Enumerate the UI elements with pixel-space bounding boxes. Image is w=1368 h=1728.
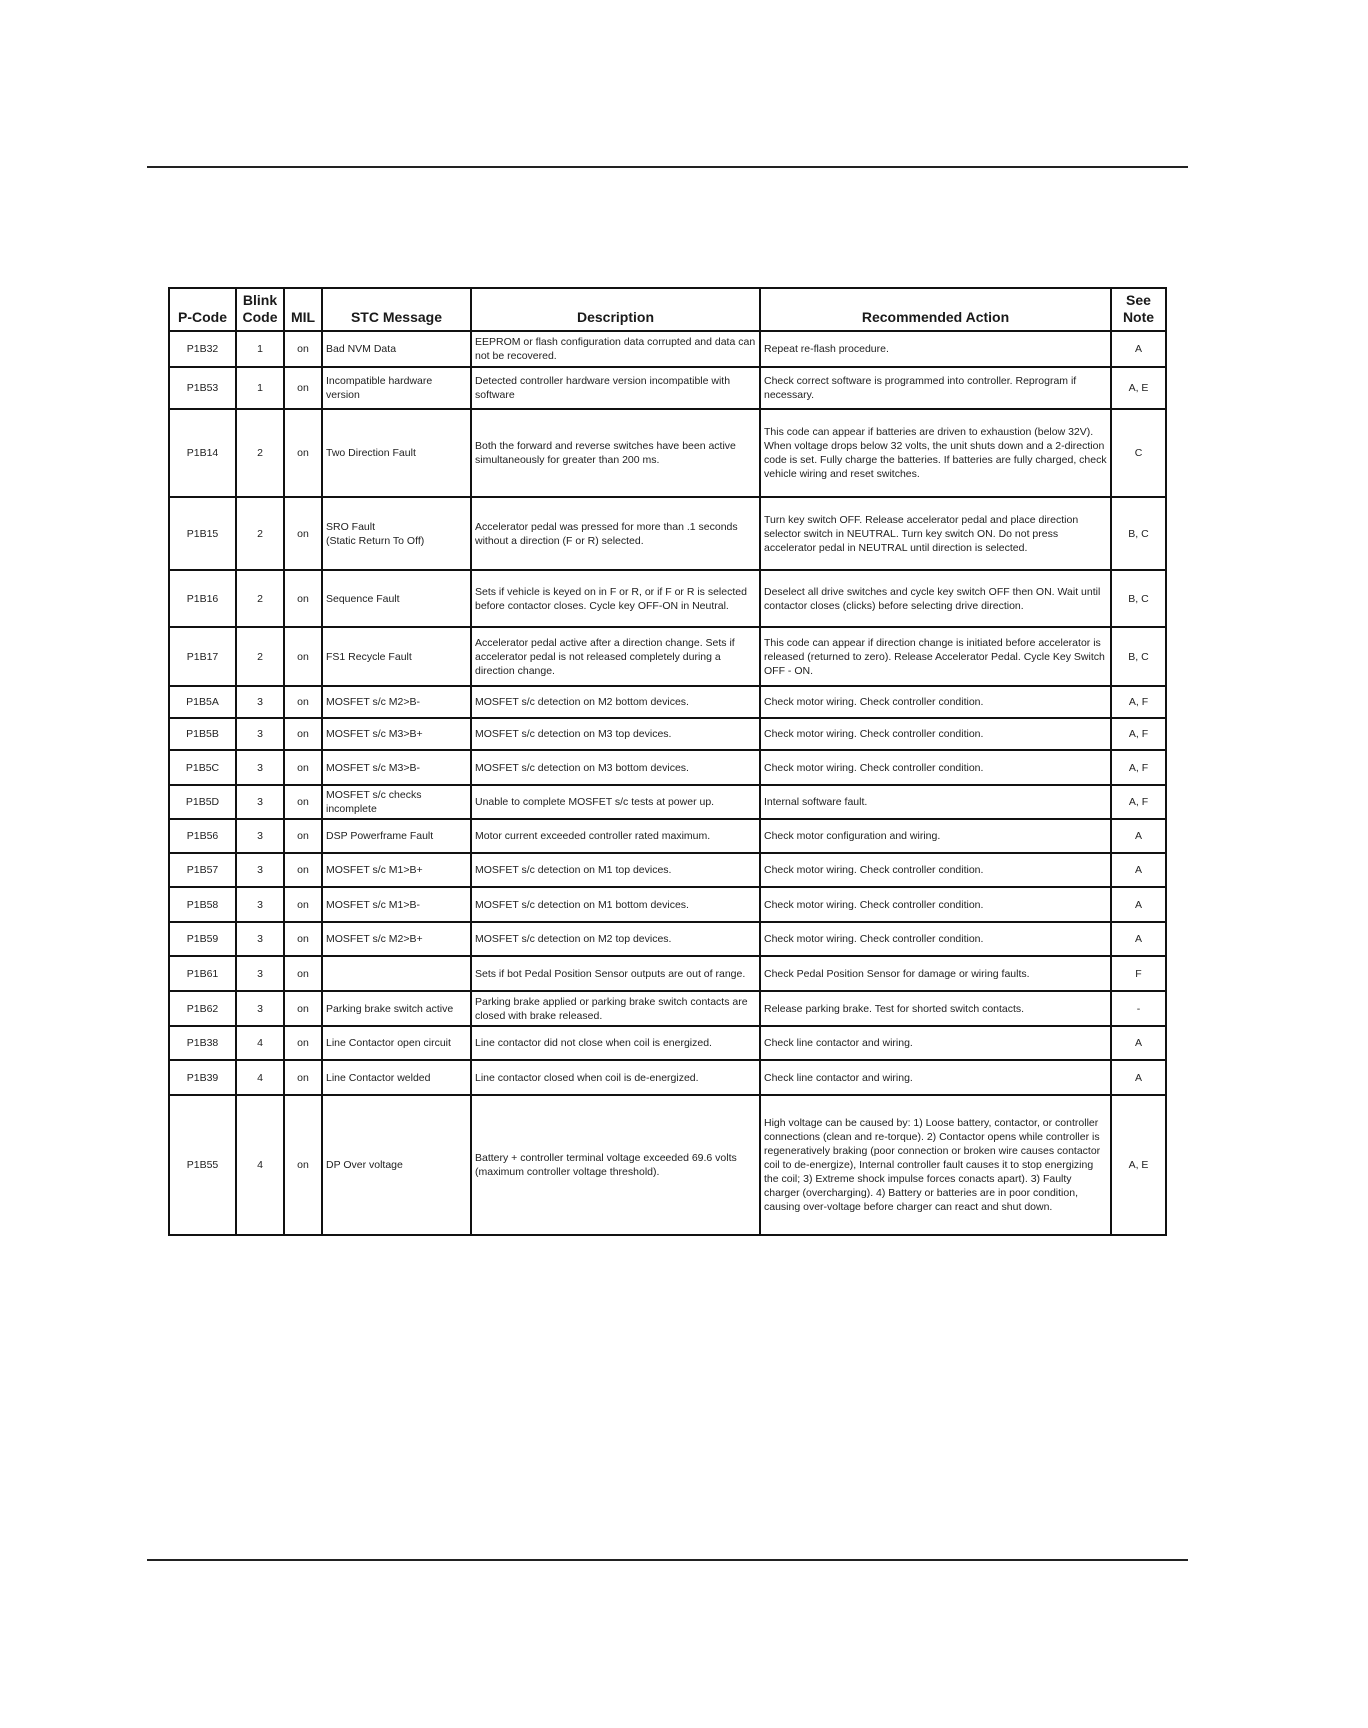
cell-pcode: P1B53 bbox=[169, 367, 236, 409]
table-row bbox=[169, 570, 1166, 627]
cell-blink-code: 3 bbox=[236, 819, 284, 853]
cell-recommended-action: Check Pedal Position Sensor for damage or wiring faults. bbox=[760, 956, 1111, 991]
cell-blink-code: 3 bbox=[236, 785, 284, 819]
cell-recommended-action: Deselect all drive switches and cycle key switch OFF then ON. Wait until contactor closes (clicks) before selecting drive direction. bbox=[760, 570, 1111, 627]
cell-description: Line contactor closed when coil is de-energized. bbox=[471, 1060, 760, 1095]
cell-see-note: A, F bbox=[1111, 750, 1166, 785]
cell-stc-message: Two Direction Fault bbox=[322, 409, 471, 497]
cell-recommended-action: Check motor wiring. Check controller condition. bbox=[760, 686, 1111, 718]
header-mil: MIL bbox=[284, 288, 322, 331]
cell-description: Both the forward and reverse switches have been active simultaneously for greater than 200 ms. bbox=[471, 409, 760, 497]
table-header-row bbox=[169, 288, 1166, 331]
table-row bbox=[169, 331, 1166, 367]
cell-recommended-action: High voltage can be caused by: 1) Loose battery, contactor, or controller connections (clean and re-torque). 2) Contactor opens while controller is regeneratively braking (poor connection or broken wire causes contactor coil to de-energize), Internal controller fault causes it to stop energizing the coil; 3) Extreme shock impulse forces conacts apart). 3) Faulty charger (overcharging). 4) Battery or batteries are in poor condition, causing over-voltage before charger can react and shut down. bbox=[760, 1095, 1111, 1235]
cell-stc-message: MOSFET s/c M3>B- bbox=[322, 750, 471, 785]
cell-blink-code: 3 bbox=[236, 853, 284, 887]
cell-recommended-action: Check motor wiring. Check controller condition. bbox=[760, 922, 1111, 956]
cell-stc-message: MOSFET s/c M2>B+ bbox=[322, 922, 471, 956]
cell-stc-message bbox=[322, 956, 471, 991]
cell-stc-message: Sequence Fault bbox=[322, 570, 471, 627]
header-note-line1: See bbox=[1126, 292, 1151, 308]
cell-see-note: B, C bbox=[1111, 627, 1166, 686]
fault-code-table bbox=[168, 287, 1167, 1236]
cell-mil: on bbox=[284, 922, 322, 956]
cell-stc-message: MOSFET s/c checks incomplete bbox=[322, 785, 471, 819]
cell-stc-message: MOSFET s/c M2>B- bbox=[322, 686, 471, 718]
cell-see-note: A bbox=[1111, 853, 1166, 887]
cell-blink-code: 2 bbox=[236, 497, 284, 570]
cell-blink-code: 4 bbox=[236, 1026, 284, 1060]
cell-pcode: P1B5B bbox=[169, 718, 236, 750]
cell-see-note: B, C bbox=[1111, 570, 1166, 627]
cell-recommended-action: Check motor wiring. Check controller condition. bbox=[760, 853, 1111, 887]
header-description: Description bbox=[471, 288, 760, 331]
cell-description: Detected controller hardware version incompatible with software bbox=[471, 367, 760, 409]
cell-mil: on bbox=[284, 409, 322, 497]
table-row bbox=[169, 497, 1166, 570]
cell-stc-message: DSP Powerframe Fault bbox=[322, 819, 471, 853]
table-row bbox=[169, 887, 1166, 922]
cell-mil: on bbox=[284, 497, 322, 570]
table-row bbox=[169, 686, 1166, 718]
cell-pcode: P1B39 bbox=[169, 1060, 236, 1095]
cell-recommended-action: Check correct software is programmed into controller. Reprogram if necessary. bbox=[760, 367, 1111, 409]
cell-pcode: P1B5D bbox=[169, 785, 236, 819]
cell-mil: on bbox=[284, 570, 322, 627]
cell-recommended-action: Turn key switch OFF. Release accelerator pedal and place direction selector switch in NEUTRAL. Turn key switch ON. Do not press accelerator pedal in NEUTRAL until direction is selected. bbox=[760, 497, 1111, 570]
cell-see-note: F bbox=[1111, 956, 1166, 991]
table-row bbox=[169, 1095, 1166, 1235]
cell-see-note: A bbox=[1111, 1060, 1166, 1095]
cell-see-note: C bbox=[1111, 409, 1166, 497]
table-row bbox=[169, 956, 1166, 991]
cell-description: Battery + controller terminal voltage exceeded 69.6 volts (maximum controller voltage threshold). bbox=[471, 1095, 760, 1235]
cell-recommended-action: This code can appear if direction change is initiated before accelerator is released (returned to zero). Release Accelerator Pedal. Cycle Key Switch OFF - ON. bbox=[760, 627, 1111, 686]
cell-blink-code: 3 bbox=[236, 750, 284, 785]
cell-stc-message: Incompatible hardware version bbox=[322, 367, 471, 409]
cell-see-note: A bbox=[1111, 819, 1166, 853]
cell-blink-code: 3 bbox=[236, 686, 284, 718]
table-row bbox=[169, 785, 1166, 819]
header-recommended-action: Recommended Action bbox=[760, 288, 1111, 331]
cell-recommended-action: This code can appear if batteries are driven to exhaustion (below 32V). When voltage drops below 32 volts, the unit shuts down and a 2-direction code is set. Fully charge the batteries. If batteries are fully charged, check vehicle wiring and reset switches. bbox=[760, 409, 1111, 497]
cell-pcode: P1B5C bbox=[169, 750, 236, 785]
table-row bbox=[169, 922, 1166, 956]
cell-see-note: A bbox=[1111, 331, 1166, 367]
cell-stc-message: SRO Fault (Static Return To Off) bbox=[322, 497, 471, 570]
cell-description: Parking brake applied or parking brake switch contacts are closed with brake released. bbox=[471, 991, 760, 1026]
cell-mil: on bbox=[284, 785, 322, 819]
cell-see-note: A bbox=[1111, 887, 1166, 922]
cell-stc-message: MOSFET s/c M3>B+ bbox=[322, 718, 471, 750]
cell-see-note: A, F bbox=[1111, 686, 1166, 718]
cell-mil: on bbox=[284, 331, 322, 367]
cell-description: MOSFET s/c detection on M1 top devices. bbox=[471, 853, 760, 887]
cell-description: Accelerator pedal active after a direction change. Sets if accelerator pedal is not released completely during a direction change. bbox=[471, 627, 760, 686]
header-see-note bbox=[1111, 288, 1166, 331]
cell-mil: on bbox=[284, 1026, 322, 1060]
cell-mil: on bbox=[284, 750, 322, 785]
cell-description: MOSFET s/c detection on M3 bottom devices. bbox=[471, 750, 760, 785]
cell-blink-code: 2 bbox=[236, 570, 284, 627]
cell-mil: on bbox=[284, 367, 322, 409]
cell-pcode: P1B14 bbox=[169, 409, 236, 497]
cell-pcode: P1B61 bbox=[169, 956, 236, 991]
cell-blink-code: 3 bbox=[236, 956, 284, 991]
cell-see-note: A, F bbox=[1111, 718, 1166, 750]
cell-description: Accelerator pedal was pressed for more than .1 seconds without a direction (F or R) selected. bbox=[471, 497, 760, 570]
cell-blink-code: 3 bbox=[236, 991, 284, 1026]
cell-pcode: P1B62 bbox=[169, 991, 236, 1026]
cell-description: Line contactor did not close when coil is energized. bbox=[471, 1026, 760, 1060]
cell-stc-message: Bad NVM Data bbox=[322, 331, 471, 367]
cell-mil: on bbox=[284, 887, 322, 922]
header-stc-message: STC Message bbox=[322, 288, 471, 331]
cell-description: Unable to complete MOSFET s/c tests at power up. bbox=[471, 785, 760, 819]
cell-pcode: P1B56 bbox=[169, 819, 236, 853]
cell-recommended-action: Release parking brake. Test for shorted switch contacts. bbox=[760, 991, 1111, 1026]
cell-mil: on bbox=[284, 819, 322, 853]
table-row bbox=[169, 367, 1166, 409]
cell-recommended-action: Check motor configuration and wiring. bbox=[760, 819, 1111, 853]
cell-recommended-action: Check line contactor and wiring. bbox=[760, 1026, 1111, 1060]
cell-see-note: - bbox=[1111, 991, 1166, 1026]
cell-blink-code: 3 bbox=[236, 922, 284, 956]
cell-mil: on bbox=[284, 853, 322, 887]
table-row bbox=[169, 853, 1166, 887]
cell-recommended-action: Internal software fault. bbox=[760, 785, 1111, 819]
cell-see-note: A, F bbox=[1111, 785, 1166, 819]
cell-stc-message: MOSFET s/c M1>B+ bbox=[322, 853, 471, 887]
table-row bbox=[169, 991, 1166, 1026]
header-blink-line2: Code bbox=[242, 309, 278, 325]
cell-description: MOSFET s/c detection on M2 bottom devices. bbox=[471, 686, 760, 718]
cell-see-note: A bbox=[1111, 922, 1166, 956]
cell-description: Sets if vehicle is keyed on in F or R, or if F or R is selected before contactor closes. Cycle key OFF-ON in Neutral. bbox=[471, 570, 760, 627]
cell-pcode: P1B55 bbox=[169, 1095, 236, 1235]
cell-recommended-action: Check motor wiring. Check controller condition. bbox=[760, 750, 1111, 785]
cell-blink-code: 1 bbox=[236, 331, 284, 367]
table-row bbox=[169, 409, 1166, 497]
table-row bbox=[169, 1060, 1166, 1095]
cell-stc-message: MOSFET s/c M1>B- bbox=[322, 887, 471, 922]
cell-recommended-action: Check motor wiring. Check controller condition. bbox=[760, 718, 1111, 750]
cell-pcode: P1B17 bbox=[169, 627, 236, 686]
table-body bbox=[169, 331, 1166, 1235]
cell-description: EEPROM or flash configuration data corrupted and data can not be recovered. bbox=[471, 331, 760, 367]
cell-mil: on bbox=[284, 991, 322, 1026]
cell-blink-code: 3 bbox=[236, 887, 284, 922]
header-pcode: P-Code bbox=[169, 288, 236, 331]
cell-mil: on bbox=[284, 686, 322, 718]
cell-description: Sets if bot Pedal Position Sensor outputs are out of range. bbox=[471, 956, 760, 991]
cell-stc-message: Parking brake switch active bbox=[322, 991, 471, 1026]
cell-blink-code: 2 bbox=[236, 627, 284, 686]
cell-description: MOSFET s/c detection on M1 bottom devices. bbox=[471, 887, 760, 922]
cell-mil: on bbox=[284, 718, 322, 750]
cell-pcode: P1B16 bbox=[169, 570, 236, 627]
cell-description: Motor current exceeded controller rated maximum. bbox=[471, 819, 760, 853]
cell-stc-message: DP Over voltage bbox=[322, 1095, 471, 1235]
cell-blink-code: 4 bbox=[236, 1095, 284, 1235]
cell-pcode: P1B57 bbox=[169, 853, 236, 887]
cell-pcode: P1B15 bbox=[169, 497, 236, 570]
cell-pcode: P1B58 bbox=[169, 887, 236, 922]
cell-pcode: P1B5A bbox=[169, 686, 236, 718]
cell-blink-code: 3 bbox=[236, 718, 284, 750]
cell-pcode: P1B32 bbox=[169, 331, 236, 367]
cell-stc-message: Line Contactor welded bbox=[322, 1060, 471, 1095]
cell-description: MOSFET s/c detection on M2 top devices. bbox=[471, 922, 760, 956]
cell-see-note: A, E bbox=[1111, 1095, 1166, 1235]
cell-see-note: A bbox=[1111, 1026, 1166, 1060]
cell-blink-code: 1 bbox=[236, 367, 284, 409]
cell-stc-message: Line Contactor open circuit bbox=[322, 1026, 471, 1060]
header-blink-line1: Blink bbox=[242, 292, 278, 308]
cell-recommended-action: Check line contactor and wiring. bbox=[760, 1060, 1111, 1095]
table-row bbox=[169, 819, 1166, 853]
header-note-line2: Note bbox=[1122, 309, 1155, 325]
header-blink-code bbox=[236, 288, 284, 331]
cell-pcode: P1B38 bbox=[169, 1026, 236, 1060]
cell-stc-message: FS1 Recycle Fault bbox=[322, 627, 471, 686]
cell-description: MOSFET s/c detection on M3 top devices. bbox=[471, 718, 760, 750]
cell-see-note: B, C bbox=[1111, 497, 1166, 570]
table-row bbox=[169, 627, 1166, 686]
cell-recommended-action: Check motor wiring. Check controller condition. bbox=[760, 887, 1111, 922]
table-row bbox=[169, 750, 1166, 785]
cell-see-note: A, E bbox=[1111, 367, 1166, 409]
table-row bbox=[169, 718, 1166, 750]
cell-blink-code: 2 bbox=[236, 409, 284, 497]
header-rule bbox=[147, 166, 1188, 168]
cell-recommended-action: Repeat re-flash procedure. bbox=[760, 331, 1111, 367]
footer-rule bbox=[147, 1559, 1188, 1561]
cell-blink-code: 4 bbox=[236, 1060, 284, 1095]
table-row bbox=[169, 1026, 1166, 1060]
cell-mil: on bbox=[284, 1060, 322, 1095]
cell-pcode: P1B59 bbox=[169, 922, 236, 956]
cell-mil: on bbox=[284, 1095, 322, 1235]
cell-mil: on bbox=[284, 956, 322, 991]
cell-mil: on bbox=[284, 627, 322, 686]
